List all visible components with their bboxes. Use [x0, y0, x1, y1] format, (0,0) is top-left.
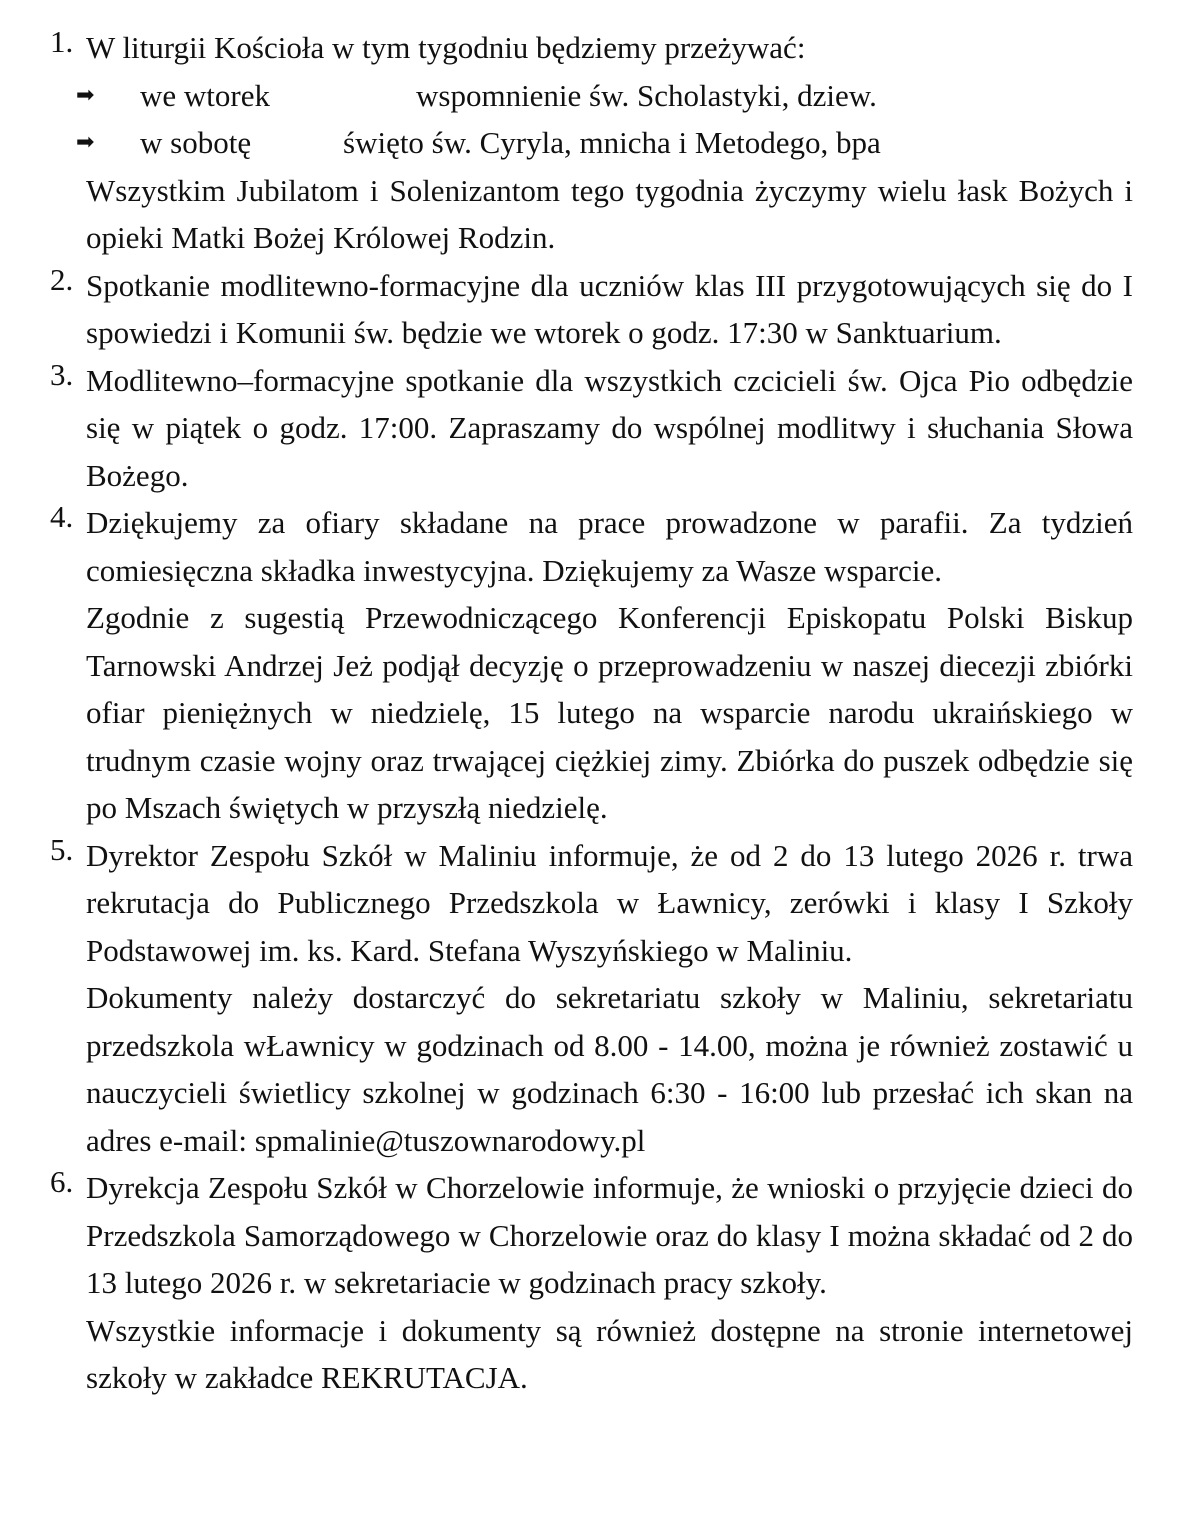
arrow-right-icon: ➡ [76, 82, 95, 108]
item-paragraph: Wszystkim Jubilatom i Solenizantom tego tygodnia życzymy wielu łask Bożych i opieki Matki Bożej Królowej Rodzin. [86, 172, 1133, 255]
schedule-desc: wspomnienie św. Scholastyki, dziew. [416, 77, 877, 113]
announcement-6 [50, 1164, 1133, 1402]
schedule-desc: święto św. Cyryla, mnicha i Metodego, bpa [343, 125, 881, 160]
announcement-3 [50, 357, 1133, 500]
schedule-row [50, 119, 1133, 167]
announcement-1 [50, 24, 1133, 262]
item-paragraph: Dyrektor Zespołu Szkół w Maliniu informuje, że od 2 do 13 lutego 2026 r. trwa rekrutacja do Publicznego Przedszkola w Ławnicy, zerówki i klasy I Szkoły Podstawowej im. ks. Kard. Stefana Wyszyńskiego w Maliniu. [86, 837, 1133, 968]
item-number: 2. [50, 261, 74, 297]
announcement-5 [50, 832, 1133, 1165]
item-paragraph: Dziękujemy za ofiary składane na prace prowadzone w parafii. Za tydzień comiesięczna składka inwestycyjna. Dziękujemy za Wasze wsparcie. [86, 505, 1133, 588]
schedule-day: w sobotę [140, 125, 252, 160]
item-paragraph: Spotkanie modlitewno-formacyjne dla uczniów klas III przygotowujących się do I spowiedzi i Komunii św. będzie we wtorek o godz. 17:30 w Sanktuarium. [86, 267, 1133, 350]
arrow-right-icon: ➡ [76, 130, 95, 155]
item-paragraph: Wszystkie informacje i dokumenty są również dostępne na stronie internetowej szkoły w zakładce REKRUTACJA. [86, 1312, 1133, 1395]
schedule-row [50, 72, 1133, 120]
item-paragraph: Modlitewno–formacyjne spotkanie dla wszystkich czcicieli św. Ojca Pio odbędzie się w piątek o godz. 17:00. Zapraszamy do wspólnej modlitwy i słuchania Słowa Bożego. [86, 362, 1133, 493]
item-number: 5. [50, 831, 74, 867]
item-intro: W liturgii Kościoła w tym tygodniu będziemy przeżywać: [86, 30, 806, 65]
item-number: 3. [50, 356, 74, 392]
item-number: 4. [50, 499, 74, 534]
announcement-4 [50, 499, 1133, 832]
item-paragraph: Dyrekcja Zespołu Szkół w Chorzelowie informuje, że wnioski o przyjęcie dzieci do Przedszkola Samorządowego w Chorzelowie oraz do klasy I można składać od 2 do 13 lutego 2026 r. w sekretariacie w godzinach pracy szkoły. [86, 1170, 1133, 1300]
item-number: 6. [50, 1164, 74, 1199]
item-paragraph: Dokumenty należy dostarczyć do sekretariatu szkoły w Maliniu, sekretariatu przedszkola wŁawnicy w godzinach od 8.00 - 14.00, można je również zostawić u nauczycieli świetlicy szkolnej w godzinach 6:30 - 16:00 lub przesłać ich skan na adres e-mail: spmalinie@tuszownarodowy.pl [86, 980, 1133, 1158]
schedule-day: we wtorek [140, 77, 270, 113]
item-paragraph: Zgodnie z sugestią Przewodniczącego Konferencji Episkopatu Polski Biskup Tarnowski Andrzej Jeż podjął decyzję o przeprowadzeniu w naszej diecezji zbiórki ofiar pieniężnych w niedzielę, 15 lutego na wsparcie narodu ukraińskiego w trudnym czasie wojny oraz trwającej ciężkiej zimy. Zbiórka do puszek odbędzie się po Mszach świętych w przyszłą niedzielę. [86, 600, 1133, 825]
item-number: 1. [50, 24, 74, 59]
announcement-2 [50, 262, 1133, 357]
